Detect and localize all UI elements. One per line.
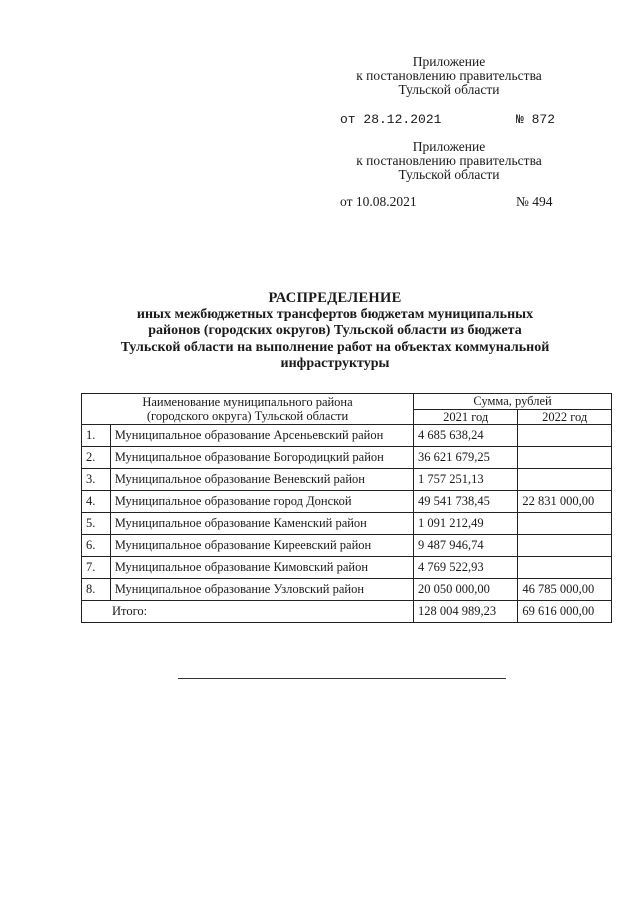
document-title xyxy=(85,290,585,373)
decree-number-current: № 872 xyxy=(516,112,556,127)
table-row xyxy=(82,469,612,491)
row-name: Муниципальное образование Веневский район xyxy=(110,469,413,491)
header-2021: 2021 год xyxy=(414,409,518,425)
row-2022 xyxy=(518,469,612,491)
row-index: 3. xyxy=(82,469,111,491)
title-line: иных межбюджетных трансфертов бюджетам муниципальных xyxy=(136,306,534,322)
row-name: Муниципальное образование Кимовский район xyxy=(110,557,413,579)
decree-date-current: от 28.12.2021 xyxy=(340,112,442,127)
appendix-region: Тульской области xyxy=(398,167,500,182)
row-2022 xyxy=(518,535,612,557)
row-2021: 49 541 738,45 xyxy=(414,491,518,513)
title-line: Тульской области на выполнение работ на объектах коммунальной xyxy=(120,339,550,355)
row-2021: 1 757 251,13 xyxy=(414,469,518,491)
table-row xyxy=(82,425,612,447)
row-name: Муниципальное образование Каменский район xyxy=(110,513,413,535)
row-index: 4. xyxy=(82,491,111,513)
table-header-row xyxy=(82,394,612,410)
row-2021: 4 685 638,24 xyxy=(414,425,518,447)
row-2021: 9 487 946,74 xyxy=(414,535,518,557)
row-name: Муниципальное образование город Донской xyxy=(110,491,413,513)
row-name: Муниципальное образование Узловский район xyxy=(110,579,413,601)
appendix-decree-ref: к постановлению правительства xyxy=(356,68,542,83)
appendix-decree-ref: к постановлению правительства xyxy=(356,153,542,168)
row-2021: 20 050 000,00 xyxy=(414,579,518,601)
table-row xyxy=(82,513,612,535)
table-total-row xyxy=(82,601,612,623)
table-row xyxy=(82,491,612,513)
row-2022 xyxy=(518,425,612,447)
header-name-line: (городского округа) Тульской области xyxy=(146,409,349,423)
decree-date-original: от 10.08.2021 xyxy=(340,194,417,209)
title-line: районов (городских округов) Тульской области из бюджета xyxy=(148,323,522,338)
header-name xyxy=(82,394,414,425)
row-2022 xyxy=(518,513,612,535)
header-sum: Сумма, рублей xyxy=(414,394,612,410)
row-index: 6. xyxy=(82,535,111,557)
row-index: 2. xyxy=(82,447,111,469)
total-2021: 128 004 989,23 xyxy=(414,601,518,623)
row-2022 xyxy=(518,557,612,579)
total-label: Итого: xyxy=(82,601,414,623)
header-name-line: Наименование муниципального района xyxy=(142,395,353,409)
table-row xyxy=(82,557,612,579)
appendix-header-current xyxy=(340,55,558,97)
row-2021: 4 769 522,93 xyxy=(414,557,518,579)
table-row xyxy=(82,579,612,601)
row-index: 5. xyxy=(82,513,111,535)
header-2022: 2022 год xyxy=(518,409,612,425)
appendix-header-original xyxy=(340,140,558,182)
row-2022: 22 831 000,00 xyxy=(518,491,612,513)
row-index: 1. xyxy=(82,425,111,447)
total-2022: 69 616 000,00 xyxy=(518,601,612,623)
distribution-table xyxy=(81,393,612,623)
closing-line xyxy=(178,678,506,679)
row-name: Муниципальное образование Богородицкий район xyxy=(110,447,413,469)
title-main: РАСПРЕДЕЛЕНИЕ xyxy=(268,290,402,306)
row-2022 xyxy=(518,447,612,469)
decree-number-original: № 494 xyxy=(516,194,553,209)
table-row xyxy=(82,535,612,557)
table-row xyxy=(82,447,612,469)
row-2021: 1 091 212,49 xyxy=(414,513,518,535)
row-index: 8. xyxy=(82,579,111,601)
appendix-label: Приложение xyxy=(412,139,486,154)
row-name: Муниципальное образование Арсеньевский район xyxy=(110,425,413,447)
appendix-label: Приложение xyxy=(412,54,486,69)
row-name: Муниципальное образование Киреевский район xyxy=(110,535,413,557)
row-2022: 46 785 000,00 xyxy=(518,579,612,601)
appendix-region: Тульской области xyxy=(398,82,500,97)
row-index: 7. xyxy=(82,557,111,579)
title-line: инфраструктуры xyxy=(280,356,390,371)
row-2021: 36 621 679,25 xyxy=(414,447,518,469)
